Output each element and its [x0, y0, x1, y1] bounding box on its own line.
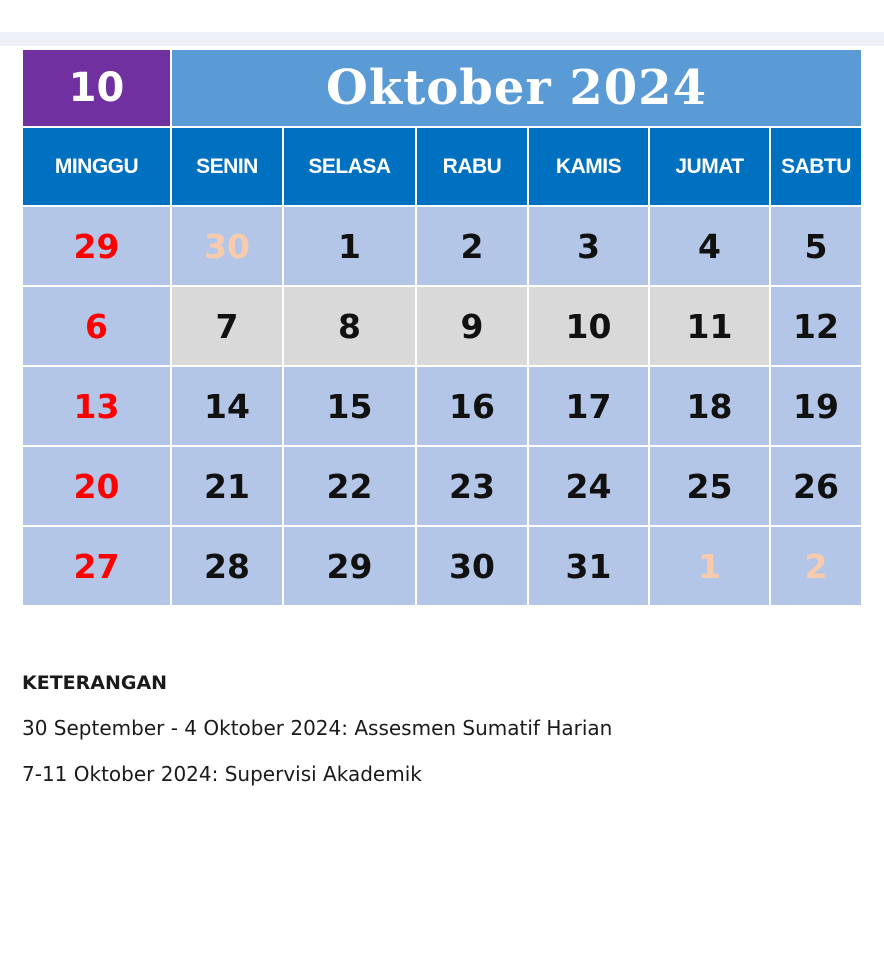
weekday-sunday: MINGGU	[22, 127, 171, 206]
day-cell: 29	[22, 206, 171, 286]
day-cell: 4	[649, 206, 770, 286]
legend-heading: KETERANGAN	[22, 672, 168, 694]
calendar-header-row	[22, 49, 862, 127]
day-cell: 18	[649, 366, 770, 446]
day-cell: 2	[416, 206, 528, 286]
day-cell: 24	[528, 446, 649, 526]
day-cell: 13	[22, 366, 171, 446]
legend-item: 7-11 Oktober 2024: Supervisi Akademik	[22, 762, 422, 786]
weekday-friday: JUMAT	[649, 127, 770, 206]
day-cell: 30	[416, 526, 528, 606]
day-cell: 14	[171, 366, 283, 446]
legend	[22, 672, 612, 808]
top-strip	[0, 32, 884, 46]
weekday-saturday: SABTU	[770, 127, 862, 206]
day-cell: 10	[528, 286, 649, 366]
day-cell: 9	[416, 286, 528, 366]
day-cell: 8	[283, 286, 416, 366]
month-number: 10	[22, 49, 171, 127]
day-cell: 20	[22, 446, 171, 526]
day-cell: 2	[770, 526, 862, 606]
weekday-wednesday: RABU	[416, 127, 528, 206]
weekday-tuesday: SELASA	[283, 127, 416, 206]
day-cell: 29	[283, 526, 416, 606]
weekday-thursday: KAMIS	[528, 127, 649, 206]
week-row	[22, 286, 862, 366]
day-cell: 11	[649, 286, 770, 366]
week-row	[22, 366, 862, 446]
month-title: Oktober 2024	[171, 49, 862, 127]
day-cell: 1	[649, 526, 770, 606]
day-cell: 23	[416, 446, 528, 526]
week-row	[22, 446, 862, 526]
weekday-monday: SENIN	[171, 127, 283, 206]
day-cell: 17	[528, 366, 649, 446]
day-cell: 5	[770, 206, 862, 286]
calendar-table	[21, 48, 863, 607]
weekday-row	[22, 127, 862, 206]
day-cell: 21	[171, 446, 283, 526]
day-cell: 1	[283, 206, 416, 286]
day-cell: 27	[22, 526, 171, 606]
day-cell: 25	[649, 446, 770, 526]
day-cell: 16	[416, 366, 528, 446]
week-row	[22, 206, 862, 286]
day-cell: 6	[22, 286, 171, 366]
day-cell: 26	[770, 446, 862, 526]
day-cell: 30	[171, 206, 283, 286]
day-cell: 12	[770, 286, 862, 366]
day-cell: 19	[770, 366, 862, 446]
day-cell: 3	[528, 206, 649, 286]
day-cell: 31	[528, 526, 649, 606]
day-cell: 28	[171, 526, 283, 606]
day-cell: 15	[283, 366, 416, 446]
day-cell: 22	[283, 446, 416, 526]
week-row	[22, 526, 862, 606]
day-cell: 7	[171, 286, 283, 366]
legend-item: 30 September - 4 Oktober 2024: Assesmen Sumatif Harian	[22, 716, 613, 740]
